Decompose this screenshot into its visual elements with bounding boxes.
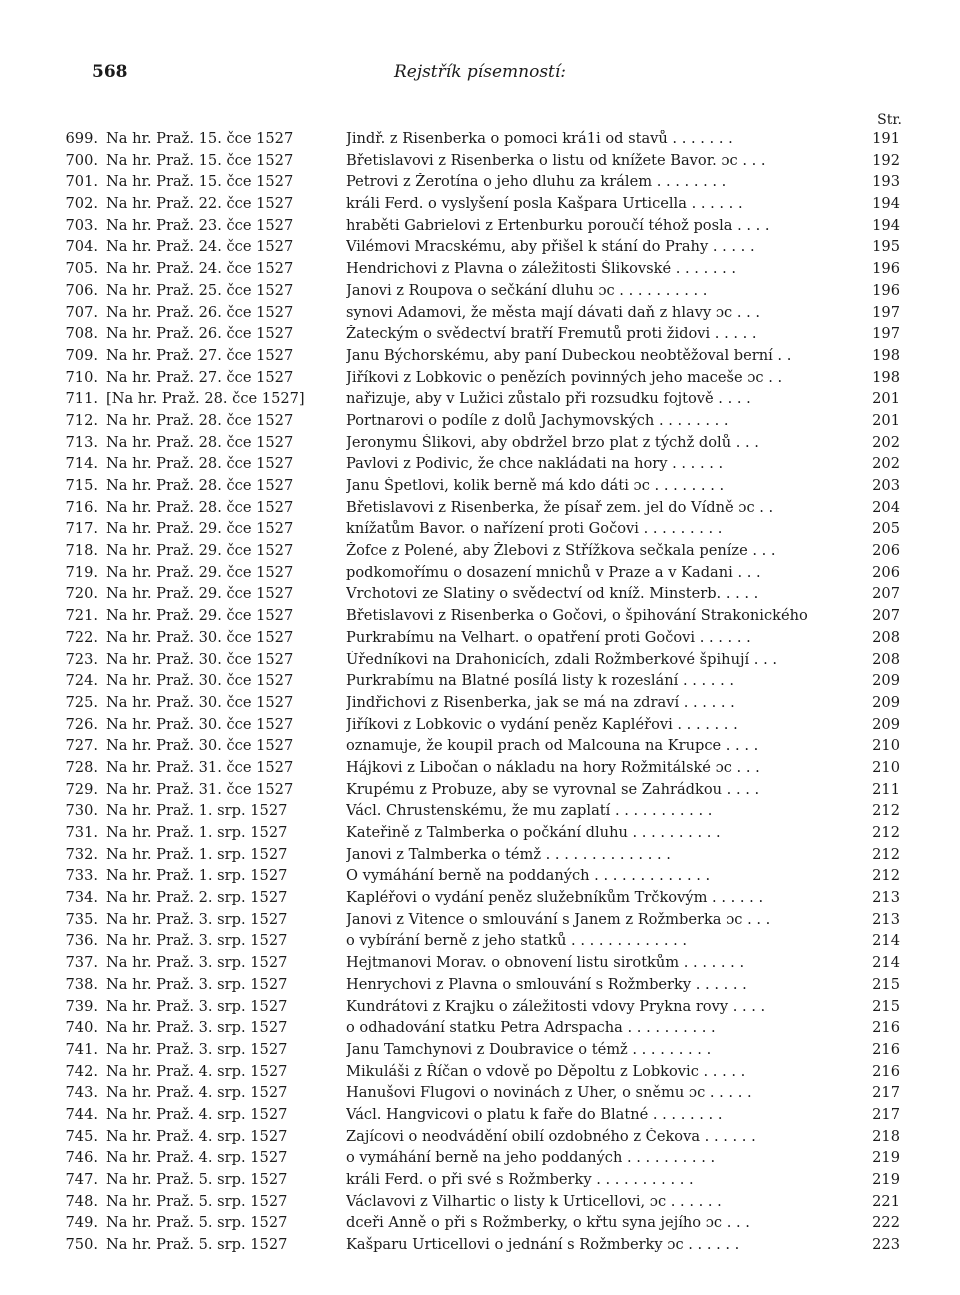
entry-number: 706.: [65, 281, 98, 299]
entry-date: Na hr. Praž. 26. čce 1527: [106, 325, 294, 343]
register-entry: [58, 1041, 900, 1063]
entry-number: 710.: [65, 368, 98, 386]
entry-date: Na hr. Praž. 3. srp. 1527: [106, 997, 288, 1015]
register-entry: [58, 759, 900, 781]
entry-text: dceři Anně o při s Rožmberky, o křtu syna jejího ɔc . . .: [346, 1214, 750, 1232]
entry-page: 204: [872, 498, 900, 516]
entry-page: 197: [872, 303, 900, 321]
entry-text: Kundrátovi z Krajku o záležitosti vdovy Prykna rovy . . . .: [346, 997, 766, 1015]
entry-date: Na hr. Praž. 28. čce 1527: [106, 433, 294, 451]
entry-date: Na hr. Praž. 29. čce 1527: [106, 585, 294, 603]
entry-page: 213: [872, 889, 900, 907]
entry-number: 704.: [65, 238, 98, 256]
entry-number: 726.: [65, 715, 98, 733]
entry-text: Zajícovi o neodvádění obilí ozdobného z Čekova . . . . . .: [346, 1127, 756, 1145]
entry-number: 721.: [65, 607, 98, 625]
entry-text: Kapléřovi o vydání peněz služebníkům Trčkovým . . . . . .: [346, 889, 764, 907]
register-entry: [58, 672, 900, 694]
entry-date: Na hr. Praž. 27. čce 1527: [106, 368, 294, 386]
entry-page: 212: [872, 802, 900, 820]
entry-date: Na hr. Praž. 30. čce 1527: [106, 715, 294, 733]
entry-text: Krupému z Probuze, aby se vyrovnal se Zahrádkou . . . .: [346, 780, 760, 798]
entry-number: 714.: [65, 455, 98, 473]
entry-date: Na hr. Praž. 30. čce 1527: [106, 650, 294, 668]
entry-text: Břetislavovi z Risenberka o listu od knížete Bavor. ɔc . . .: [346, 151, 766, 169]
register-entry: [58, 217, 900, 239]
entry-page: 206: [872, 563, 900, 581]
entry-date: Na hr. Praž. 30. čce 1527: [106, 737, 294, 755]
register-entry: [58, 1106, 900, 1128]
entry-number: 736.: [65, 932, 98, 950]
register-entry: [58, 802, 900, 824]
entry-date: Na hr. Praž. 5. srp. 1527: [106, 1236, 288, 1254]
entry-page: 192: [872, 151, 900, 169]
entry-page: 217: [872, 1084, 900, 1102]
entry-text: Janovi z Roupova o sečkání dluhu ɔc . . . . . . . . . .: [346, 281, 708, 299]
entry-number: 748.: [65, 1192, 98, 1210]
register-entry: [58, 434, 900, 456]
entry-page: 214: [872, 954, 900, 972]
entry-number: 746.: [65, 1149, 98, 1167]
entry-text: Janu Tamchynovi z Doubravice o témž . . . . . . . . .: [346, 1040, 712, 1058]
entry-number: 731.: [65, 824, 98, 841]
page-number: 568: [92, 62, 128, 82]
entry-page: 212: [872, 824, 900, 841]
entry-date: Na hr. Praž. 25. čce 1527: [106, 281, 294, 299]
entry-text: Purkrabímu na Velhart. o opatření proti Gočovi . . . . . .: [346, 628, 751, 646]
entry-page: 223: [872, 1236, 900, 1254]
entry-text: oznamuje, že koupil prach od Malcouna na Krupce . . . .: [346, 737, 759, 755]
entry-date: Na hr. Praž. 26. čce 1527: [106, 303, 294, 321]
entry-text: Vilémovi Mracskému, aby přišel k stání do Prahy . . . . .: [346, 238, 755, 256]
register-entry: [58, 282, 900, 304]
register-entry: [58, 238, 900, 260]
entry-text: knížatům Bavor. o nařízení proti Gočovi . . . . . . . . .: [346, 520, 723, 538]
entry-date: Na hr. Praž. 4. srp. 1527: [106, 1062, 288, 1080]
entry-page: 193: [872, 173, 900, 191]
entry-number: 722.: [65, 628, 98, 646]
entry-date: Na hr. Praž. 15. čce 1527: [106, 173, 294, 191]
entry-page: 209: [872, 693, 900, 711]
entry-text: Jiříkovi z Lobkovic o penězích povinných jeho maceše ɔc . .: [346, 368, 783, 386]
entry-text: Vrchotovi ze Slatiny o svědectví od kníž. Minsterb. . . . .: [346, 585, 759, 603]
register-entry: [58, 1019, 900, 1041]
entry-date: Na hr. Praž. 5. srp. 1527: [106, 1214, 288, 1232]
entry-text: Břetislavovi z Risenberka, že písař zem. jel do Vídně ɔc . .: [346, 498, 774, 516]
entry-date: Na hr. Praž. 4. srp. 1527: [106, 1105, 288, 1123]
register-entry: [58, 1236, 900, 1258]
register-list: [58, 130, 900, 1258]
entry-number: 739.: [65, 997, 98, 1015]
entry-text: Janovi z Talmberka o témž . . . . . . . . . . . . . .: [346, 845, 671, 863]
entry-number: 702.: [65, 195, 98, 213]
entry-number: 743.: [65, 1084, 98, 1102]
entry-date: Na hr. Praž. 4. srp. 1527: [106, 1084, 288, 1102]
entry-date: Na hr. Praž. 30. čce 1527: [106, 693, 294, 711]
entry-text: Mikuláši z Říčan o vdově po Děpoltu z Lobkovic . . . . .: [346, 1062, 746, 1080]
entry-page: 201: [872, 411, 900, 429]
entry-number: 732.: [65, 845, 98, 863]
entry-page: 207: [872, 585, 900, 603]
entry-page: 197: [872, 325, 900, 343]
entry-page: 203: [872, 477, 900, 494]
entry-page: 216: [872, 1062, 900, 1080]
register-entry: [58, 369, 900, 391]
entry-number: 713.: [65, 433, 98, 451]
entry-date: Na hr. Praž. 30. čce 1527: [106, 672, 294, 690]
entry-page: 196: [872, 281, 900, 299]
entry-page: 207: [872, 607, 900, 625]
register-entry: [58, 585, 900, 607]
entry-number: 738.: [65, 975, 98, 993]
entry-text: Jindřichovi z Risenberka, jak se má na zdraví . . . . . .: [346, 693, 735, 711]
entry-page: 191: [872, 130, 900, 147]
entry-date: Na hr. Praž. 1. srp. 1527: [106, 867, 288, 885]
entry-date: Na hr. Praž. 4. srp. 1527: [106, 1127, 288, 1145]
entry-date: Na hr. Praž. 2. srp. 1527: [106, 889, 288, 907]
entry-number: 734.: [65, 889, 98, 907]
page-column-heading: Str.: [877, 112, 902, 128]
register-entry: [58, 347, 900, 369]
entry-date: Na hr. Praž. 22. čce 1527: [106, 195, 294, 213]
register-entry: [58, 607, 900, 629]
entry-date: Na hr. Praž. 15. čce 1527: [106, 130, 294, 147]
entry-page: 209: [872, 715, 900, 733]
entry-number: 723.: [65, 650, 98, 668]
entry-page: 218: [872, 1127, 900, 1145]
entry-date: Na hr. Praž. 29. čce 1527: [106, 542, 294, 560]
entry-number: 709.: [65, 346, 98, 364]
register-entry: [58, 651, 900, 673]
page-header: [92, 62, 868, 88]
entry-text: Hájkovi z Libočan o nákladu na hory Rožmitálské ɔc . . .: [346, 758, 760, 776]
entry-text: Janu Býchorskému, aby paní Dubeckou neobtěžoval berní . .: [346, 346, 792, 364]
entry-number: 716.: [65, 498, 98, 516]
entry-text: Hanušovi Flugovi o novinách z Uher, o sněmu ɔc . . . . .: [346, 1084, 752, 1102]
register-entry: [58, 412, 900, 434]
entry-date: Na hr. Praž. 5. srp. 1527: [106, 1171, 288, 1188]
register-entry: [58, 889, 900, 911]
entry-text: synovi Adamovi, že města mají dávati daň z hlavy ɔc . . .: [346, 303, 761, 321]
entry-page: 210: [872, 758, 900, 776]
register-entry: [58, 781, 900, 803]
entry-date: Na hr. Praž. 1. srp. 1527: [106, 824, 288, 841]
entry-text: Jiříkovi z Lobkovic o vydání peněz Kapléřovi . . . . . . .: [346, 715, 738, 733]
entry-page: 222: [872, 1214, 900, 1232]
entry-number: 730.: [65, 802, 98, 820]
register-entry: [58, 130, 900, 152]
entry-page: 202: [872, 455, 900, 473]
entry-date: Na hr. Praž. 3. srp. 1527: [106, 1040, 288, 1058]
entry-page: 210: [872, 737, 900, 755]
entry-text: Jeronymu Šlikovi, aby obdržel brzo plat z týchž dolů . . .: [346, 433, 759, 451]
entry-number: 712.: [65, 411, 98, 429]
register-entry: [58, 1063, 900, 1085]
register-entry: [58, 954, 900, 976]
entry-number: 705.: [65, 260, 98, 278]
entry-text: Janovi z Vitence o smlouvání s Janem z Rožmberka ɔc . . .: [346, 910, 771, 928]
entry-date: Na hr. Praž. 4. srp. 1527: [106, 1149, 288, 1167]
entry-text: o odhadování statku Petra Adrspacha . . . . . . . . . .: [346, 1019, 716, 1037]
entry-text: O vymáhání berně na poddaných . . . . . . . . . . . . .: [346, 867, 711, 885]
entry-number: 701.: [65, 173, 98, 191]
entry-text: Petrovi z Žerotína o jeho dluhu za králem . . . . . . . .: [346, 173, 727, 191]
entry-page: 216: [872, 1040, 900, 1058]
entry-page: 219: [872, 1149, 900, 1167]
entry-date: Na hr. Praž. 28. čce 1527: [106, 455, 294, 473]
entry-text: králi Ferd. o vyslyšení posla Kašpara Urticella . . . . . .: [346, 195, 743, 213]
register-entry: [58, 867, 900, 889]
entry-number: 718.: [65, 542, 98, 560]
entry-date: Na hr. Praž. 28. čce 1527: [106, 498, 294, 516]
entry-date: Na hr. Praž. 24. čce 1527: [106, 260, 294, 278]
entry-page: 217: [872, 1105, 900, 1123]
entry-date: Na hr. Praž. 29. čce 1527: [106, 607, 294, 625]
entry-page: 194: [872, 195, 900, 213]
entry-text: Jindř. z Risenberka o pomoci krá1i od stavů . . . . . . .: [346, 130, 733, 147]
entry-page: 219: [872, 1171, 900, 1188]
register-entry: [58, 325, 900, 347]
register-entry: [58, 152, 900, 174]
entry-text: nařizuje, aby v Lužici zůstalo při rozsudku fojtově . . . .: [346, 390, 751, 408]
entry-number: 740.: [65, 1019, 98, 1037]
entry-number: 749.: [65, 1214, 98, 1232]
entry-date: Na hr. Praž. 29. čce 1527: [106, 520, 294, 538]
register-entry: [58, 520, 900, 542]
entry-number: 719.: [65, 563, 98, 581]
entry-number: 707.: [65, 303, 98, 321]
entry-page: 211: [872, 780, 900, 798]
register-entry: [58, 1171, 900, 1193]
entry-date: Na hr. Praž. 30. čce 1527: [106, 628, 294, 646]
entry-date: Na hr. Praž. 3. srp. 1527: [106, 975, 288, 993]
entry-text: Žateckým o svědectví bratří Fremutů proti židovi . . . . .: [346, 325, 757, 343]
entry-text: podkomořímu o dosazení mnichů v Praze a v Kadani . . .: [346, 563, 761, 581]
entry-date: Na hr. Praž. 3. srp. 1527: [106, 1019, 288, 1037]
entry-page: 215: [872, 975, 900, 993]
register-entry: [58, 499, 900, 521]
entry-text: o vybírání berně z jeho statků . . . . . . . . . . . . .: [346, 932, 688, 950]
entry-text: Janu Špetlovi, kolik berně má kdo dáti ɔc . . . . . . . .: [346, 477, 725, 494]
entry-text: Václavovi z Vilhartic o listy k Urticellovi, ɔc . . . . . .: [346, 1192, 722, 1210]
register-entry: [58, 1193, 900, 1215]
entry-page: 215: [872, 997, 900, 1015]
entry-page: 214: [872, 932, 900, 950]
entry-page: 208: [872, 650, 900, 668]
entry-date: Na hr. Praž. 3. srp. 1527: [106, 910, 288, 928]
register-entry: [58, 694, 900, 716]
entry-number: 742.: [65, 1062, 98, 1080]
entry-text: Žofce z Polené, aby Žlebovi z Střížkova sečkala peníze . . .: [346, 542, 776, 560]
entry-date: Na hr. Praž. 29. čce 1527: [106, 563, 294, 581]
register-entry: [58, 976, 900, 998]
entry-date: Na hr. Praž. 3. srp. 1527: [106, 932, 288, 950]
entry-page: 212: [872, 867, 900, 885]
register-entry: [58, 304, 900, 326]
entry-text: králi Ferd. o při své s Rožmberky . . . . . . . . . . .: [346, 1171, 694, 1188]
entry-number: 737.: [65, 954, 98, 972]
entry-text: Hejtmanovi Morav. o obnovení listu sirotkům . . . . . . .: [346, 954, 745, 972]
register-entry: [58, 564, 900, 586]
entry-number: 741.: [65, 1040, 98, 1058]
register-entry: [58, 737, 900, 759]
entry-page: 194: [872, 216, 900, 234]
entry-number: 708.: [65, 325, 98, 343]
entry-number: 720.: [65, 585, 98, 603]
register-entry: [58, 260, 900, 282]
entry-number: 728.: [65, 758, 98, 776]
entry-text: Portnarovi o podíle z dolů Jachymovských . . . . . . . .: [346, 411, 729, 429]
entry-number: 745.: [65, 1127, 98, 1145]
entry-page: 209: [872, 672, 900, 690]
register-entry: [58, 455, 900, 477]
entry-number: 711.: [65, 390, 98, 408]
entry-page: 216: [872, 1019, 900, 1037]
entry-date: Na hr. Praž. 1. srp. 1527: [106, 845, 288, 863]
entry-date: Na hr. Praž. 23. čce 1527: [106, 216, 294, 234]
entry-page: 213: [872, 910, 900, 928]
entry-number: 747.: [65, 1171, 98, 1188]
register-entry: [58, 932, 900, 954]
entry-date: Na hr. Praž. 3. srp. 1527: [106, 954, 288, 972]
entry-text: Hendrichovi z Plavna o záležitosti Šlikovské . . . . . . .: [346, 260, 737, 278]
entry-date: Na hr. Praž. 31. čce 1527: [106, 780, 294, 798]
entry-number: 729.: [65, 780, 98, 798]
register-entry: [58, 1149, 900, 1171]
entry-page: 198: [872, 346, 900, 364]
entry-date: Na hr. Praž. 31. čce 1527: [106, 758, 294, 776]
entry-page: 202: [872, 433, 900, 451]
entry-text: Henrychovi z Plavna o smlouvání s Rožmberky . . . . . .: [346, 975, 747, 993]
entry-date: Na hr. Praž. 24. čce 1527: [106, 238, 294, 256]
entry-date: Na hr. Praž. 27. čce 1527: [106, 346, 294, 364]
entry-text: Kašparu Urticellovi o jednání s Rožmberky ɔc . . . . . .: [346, 1236, 740, 1254]
register-entry: [58, 824, 900, 846]
entry-number: 703.: [65, 216, 98, 234]
entry-text: Purkrabímu na Blatné posílá listy k rozeslání . . . . . .: [346, 672, 734, 690]
entry-page: 201: [872, 390, 900, 408]
running-title: Rejstřík písemností:: [393, 62, 567, 82]
entry-date: Na hr. Praž. 28. čce 1527: [106, 411, 294, 429]
entry-page: 196: [872, 260, 900, 278]
entry-page: 212: [872, 845, 900, 863]
register-entry: [58, 1214, 900, 1236]
entry-page: 195: [872, 238, 900, 256]
entry-page: 208: [872, 628, 900, 646]
entry-date: Na hr. Praž. 28. čce 1527: [106, 477, 294, 494]
entry-number: 733.: [65, 867, 98, 885]
entry-number: 717.: [65, 520, 98, 538]
entry-page: 205: [872, 520, 900, 538]
entry-date: Na hr. Praž. 5. srp. 1527: [106, 1192, 288, 1210]
register-entry: [58, 542, 900, 564]
entry-number: 699.: [65, 130, 98, 147]
entry-number: 724.: [65, 672, 98, 690]
entry-number: 735.: [65, 910, 98, 928]
entry-date: [Na hr. Praž. 28. čce 1527]: [106, 390, 305, 408]
register-entry: [58, 998, 900, 1020]
entry-text: Václ. Chrustenskému, že mu zaplatí . . . . . . . . . . .: [346, 802, 713, 820]
register-entry: [58, 1128, 900, 1150]
register-entry: [58, 911, 900, 933]
entry-page: 206: [872, 542, 900, 560]
entry-number: 744.: [65, 1105, 98, 1123]
register-entry: [58, 173, 900, 195]
register-entry: [58, 716, 900, 738]
entry-page: 198: [872, 368, 900, 386]
entry-text: Úředníkovi na Drahonicích, zdali Rožmberkové špihují . . .: [346, 650, 777, 668]
entry-number: 750.: [65, 1236, 98, 1254]
register-entry: [58, 846, 900, 868]
entry-number: 715.: [65, 477, 98, 494]
register-entry: [58, 195, 900, 217]
entry-date: Na hr. Praž. 15. čce 1527: [106, 151, 294, 169]
register-entry: [58, 390, 900, 412]
entry-text: Pavlovi z Podivic, že chce nakládati na hory . . . . . .: [346, 455, 724, 473]
entry-number: 700.: [65, 151, 98, 169]
entry-date: Na hr. Praž. 1. srp. 1527: [106, 802, 288, 820]
entry-text: hraběti Gabrielovi z Ertenburku poroučí téhož posla . . . .: [346, 216, 770, 234]
entry-number: 725.: [65, 693, 98, 711]
entry-page: 221: [872, 1192, 900, 1210]
entry-text: Břetislavovi z Risenberka o Gočovi, o špihování Strakonického: [346, 607, 808, 625]
register-entry: [58, 629, 900, 651]
entry-text: o vymáhání berně na jeho poddaných . . . . . . . . . .: [346, 1149, 716, 1167]
entry-text: Václ. Hangvicovi o platu k faře do Blatné . . . . . . . .: [346, 1105, 723, 1123]
register-entry: [58, 1084, 900, 1106]
entry-number: 727.: [65, 737, 98, 755]
entry-text: Kateřině z Talmberka o počkání dluhu . . . . . . . . . .: [346, 824, 721, 841]
register-entry: [58, 477, 900, 499]
